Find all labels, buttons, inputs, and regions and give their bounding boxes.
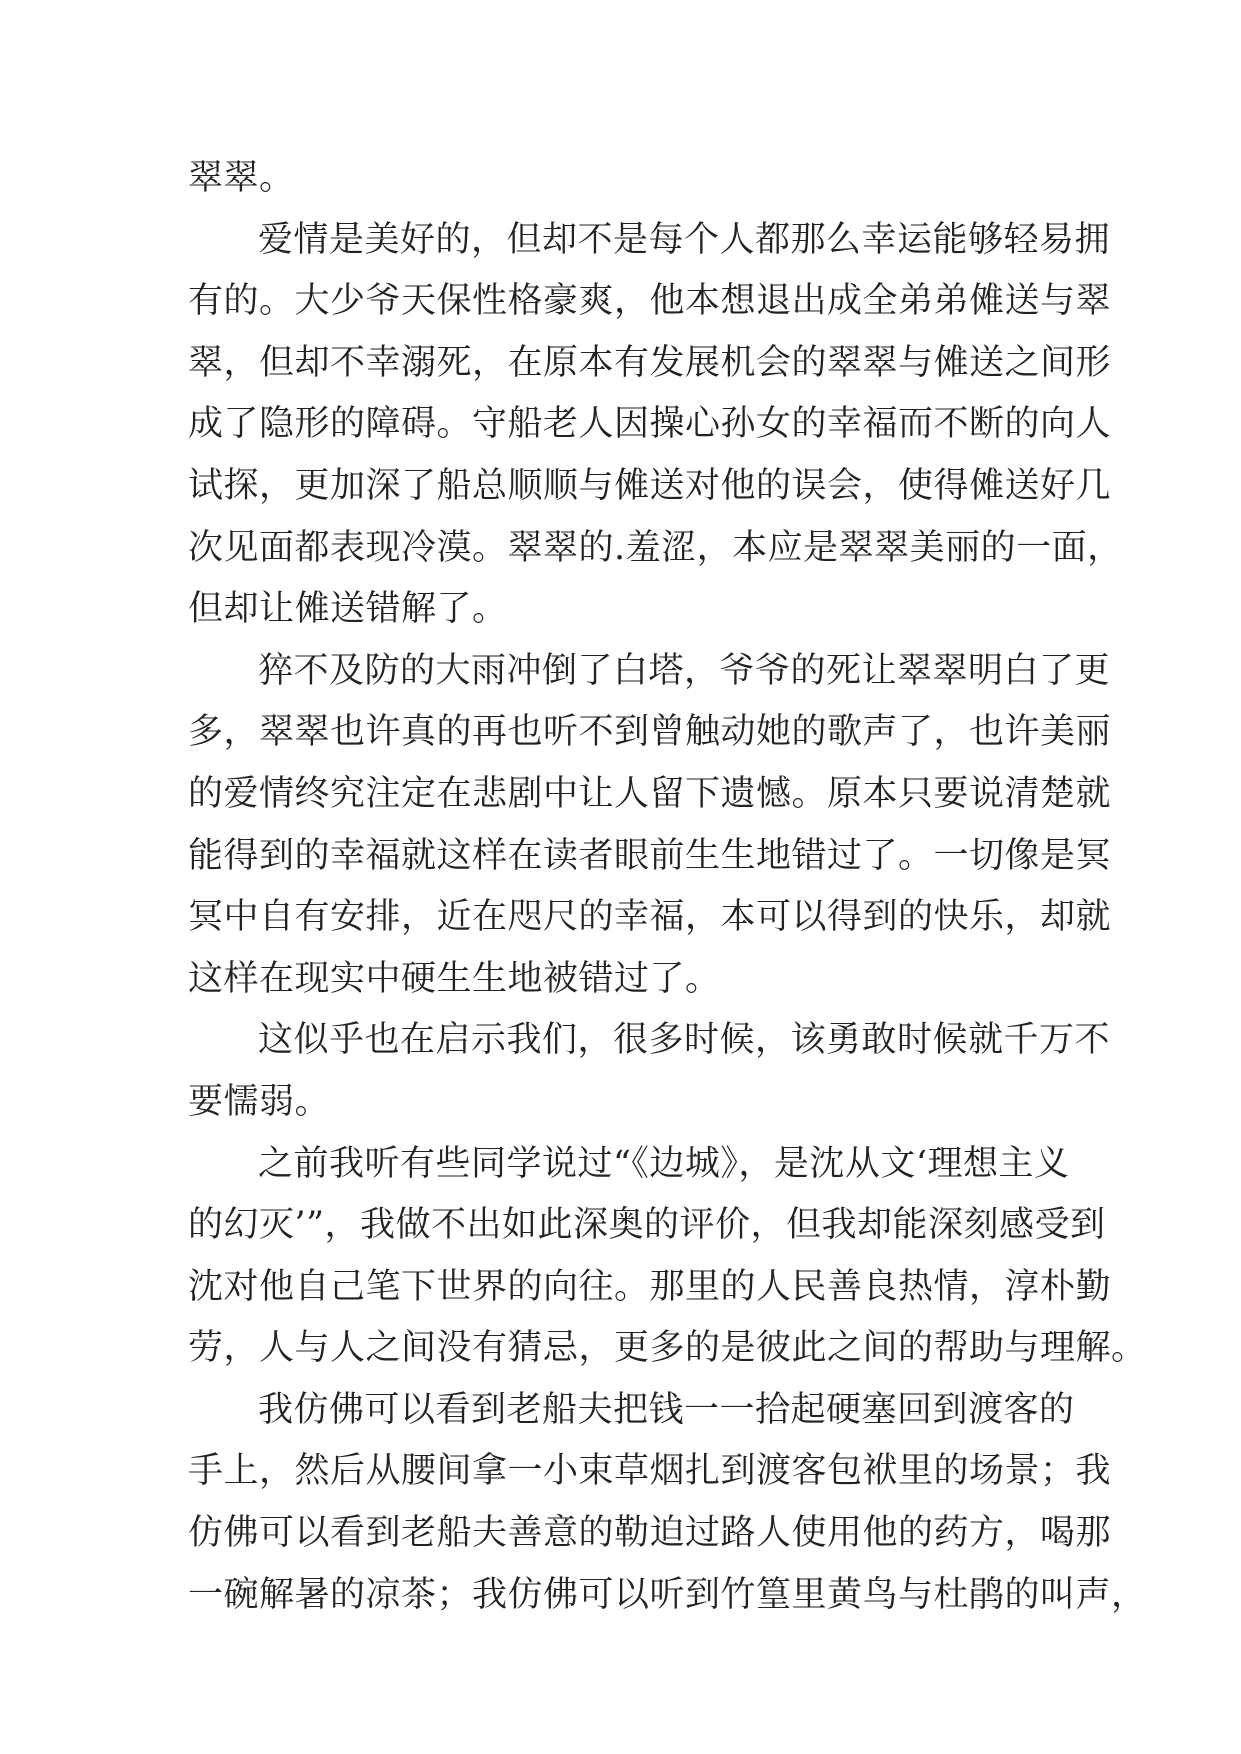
text-line: 翠，但却不幸溺死，在原本有发展机会的翠翠与傩送之间形	[188, 342, 1112, 383]
text-line: 但却让傩送错解了。	[188, 589, 508, 630]
text-line: 仿佛可以看到老船夫善意的勒迫过路人使用他的药方，喝那	[188, 1513, 1112, 1554]
paragraph	[188, 1010, 1111, 1133]
paragraph	[188, 210, 1123, 641]
text-line: 沈对他自己笔下世界的向往。那里的人民善良热情，淳朴勤	[188, 1266, 1112, 1307]
paragraph	[188, 1380, 1147, 1626]
text-line: 有的。大少爷天保性格豪爽，他本想退出成全弟弟傩送与翠	[188, 281, 1112, 322]
paragraph	[188, 148, 1068, 210]
text-line: 的幻灭’”，我做不出如此深奥的评价，但我却能深刻感受到	[188, 1205, 1106, 1246]
text-line: 这样在现实中硬生生地被错过了。	[188, 958, 721, 999]
text-line: 劳，人与人之间没有猜忌，更多的是彼此之间的帮助与理解。	[188, 1328, 1147, 1369]
paragraph	[188, 1134, 1147, 1380]
text-line: 能得到的幸福就这样在读者眼前生生地错过了。一切像是冥	[188, 835, 1112, 876]
text-line: 试探，更加深了船总顺顺与傩送对他的误会，使得傩送好几	[188, 465, 1112, 506]
text-line: 一碗解暑的凉茶；我仿佛可以听到竹篁里黄鸟与杜鹃的叫声，	[188, 1574, 1147, 1615]
text-line: 要懦弱。	[188, 1081, 331, 1122]
text-line: 之前我听有些同学说过“《边城》，是沈从文‘理想主义	[258, 1143, 1070, 1184]
text-line: 的爱情终究注定在悲剧中让人留下遗憾。原本只要说清楚就	[188, 773, 1112, 814]
text-line: 我仿佛可以看到老船夫把钱一一拾起硬塞回到渡客的	[258, 1389, 1075, 1430]
text-line: 爱情是美好的，但却不是每个人都那么幸运能够轻易拥	[258, 219, 1111, 260]
text-line: 手上，然后从腰间拿一小束草烟扎到渡客包袱里的场景；我	[188, 1451, 1112, 1492]
document-body	[188, 148, 1147, 1626]
text-line: 冥中自有安排，近在咫尺的幸福，本可以得到的快乐，却就	[188, 897, 1112, 938]
text-line: 成了隐形的障碍。守船老人因操心孙女的幸福而不断的向人	[188, 404, 1112, 445]
paragraph	[188, 641, 1112, 1011]
text-line: 这似乎也在启示我们，很多时候，该勇敢时候就千万不	[258, 1020, 1111, 1061]
text-line: 猝不及防的大雨冲倒了白塔，爷爷的死让翠翠明白了更	[258, 650, 1111, 691]
text-line: 多，翠翠也许真的再也听不到曾触动她的歌声了，也许美丽	[188, 712, 1112, 753]
text-line: 次见面都表现冷漠。翠翠的.羞涩，本应是翠翠美丽的一面，	[188, 527, 1123, 568]
text-line: 翠翠。	[188, 158, 295, 198]
